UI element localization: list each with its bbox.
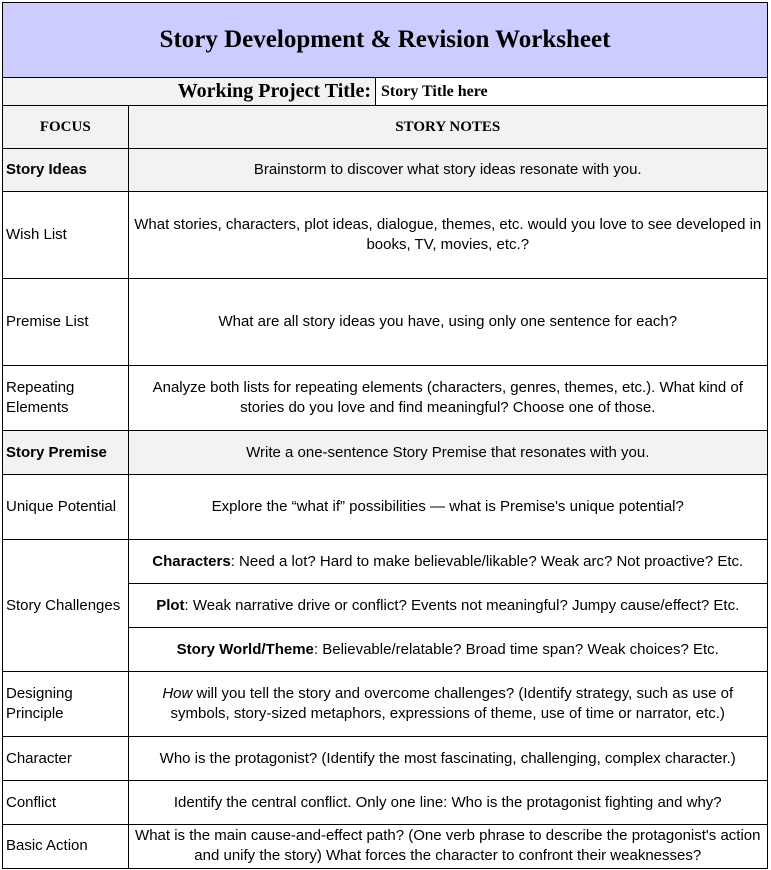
focus-column-header: FOCUS xyxy=(3,106,128,149)
plot-note: : Weak narrative drive or conflict? Events not meaningful? Jumpy cause/effect? Etc. xyxy=(184,596,740,614)
table-row xyxy=(3,737,767,781)
table-row xyxy=(3,431,767,475)
focus-character: Character xyxy=(3,737,128,781)
table-row xyxy=(3,672,767,737)
table-row xyxy=(3,781,767,825)
project-title-field[interactable]: Story Title here xyxy=(376,78,767,105)
designing-principle-note: will you tell the story and overcome challenges? (Identify strategy, such as use of symbols, story-sized metaphors, expressions of theme, use of time or narrator, etc.) xyxy=(170,685,734,722)
plot-label: Plot xyxy=(156,596,185,614)
note-challenge-plot[interactable] xyxy=(128,584,767,628)
note-character[interactable]: Who is the protagonist? (Identify the most fascinating, challenging, complex character.) xyxy=(128,737,767,781)
how-label: How xyxy=(162,685,193,702)
focus-story-challenges: Story Challenges xyxy=(3,540,128,672)
world-theme-label: Story World/Theme xyxy=(176,640,314,658)
world-theme-note: : Believable/relatable? Broad time span? Weak choices? Etc. xyxy=(313,640,719,658)
table-row xyxy=(3,475,767,540)
note-basic-action[interactable]: What is the main cause-and-effect path? (One verb phrase to describe the protagonist's action and unify the story) What forces the character to confront their weaknesses? xyxy=(128,825,767,868)
worksheet-title: Story Development & Revision Worksheet xyxy=(3,3,767,78)
characters-note: : Need a lot? Hard to make believable/likable? Weak arc? Not proactive? Etc. xyxy=(230,552,744,570)
note-designing-principle[interactable] xyxy=(128,672,767,737)
table-row xyxy=(3,366,767,431)
focus-premise-list: Premise List xyxy=(3,279,128,366)
focus-story-ideas: Story Ideas xyxy=(3,149,128,192)
project-title-label: Working Project Title: xyxy=(3,78,376,105)
table-row xyxy=(3,192,767,279)
story-notes-table xyxy=(3,106,767,868)
note-unique-potential[interactable]: Explore the “what if” possibilities — what is Premise's unique potential? xyxy=(128,475,767,540)
focus-repeating-elements: Repeating Elements xyxy=(3,366,128,431)
note-conflict[interactable]: Identify the central conflict. Only one line: Who is the protagonist fighting and why? xyxy=(128,781,767,825)
table-row xyxy=(3,279,767,366)
focus-designing-principle: Designing Principle xyxy=(3,672,128,737)
table-header-row xyxy=(3,106,767,149)
characters-label: Characters xyxy=(152,552,231,570)
focus-basic-action: Basic Action xyxy=(3,825,128,868)
table-row xyxy=(3,149,767,192)
worksheet xyxy=(2,2,768,869)
note-repeating-elements[interactable]: Analyze both lists for repeating elements (characters, genres, themes, etc.). What kind of stories do you love and find meaningful? Choose one of those. xyxy=(128,366,767,431)
note-wish-list[interactable]: What stories, characters, plot ideas, dialogue, themes, etc. would you love to see developed in books, TV, movies, etc.? xyxy=(128,192,767,279)
note-story-premise[interactable]: Write a one-sentence Story Premise that resonates with you. xyxy=(128,431,767,475)
focus-wish-list: Wish List xyxy=(3,192,128,279)
focus-story-premise: Story Premise xyxy=(3,431,128,475)
note-story-ideas[interactable]: Brainstorm to discover what story ideas resonate with you. xyxy=(128,149,767,192)
table-row xyxy=(3,825,767,868)
focus-conflict: Conflict xyxy=(3,781,128,825)
focus-unique-potential: Unique Potential xyxy=(3,475,128,540)
notes-column-header: STORY NOTES xyxy=(128,106,767,149)
table-row xyxy=(3,540,767,584)
note-premise-list[interactable]: What are all story ideas you have, using only one sentence for each? xyxy=(128,279,767,366)
note-challenge-world[interactable] xyxy=(128,628,767,672)
note-challenge-characters[interactable] xyxy=(128,540,767,584)
project-title-row xyxy=(3,78,767,106)
